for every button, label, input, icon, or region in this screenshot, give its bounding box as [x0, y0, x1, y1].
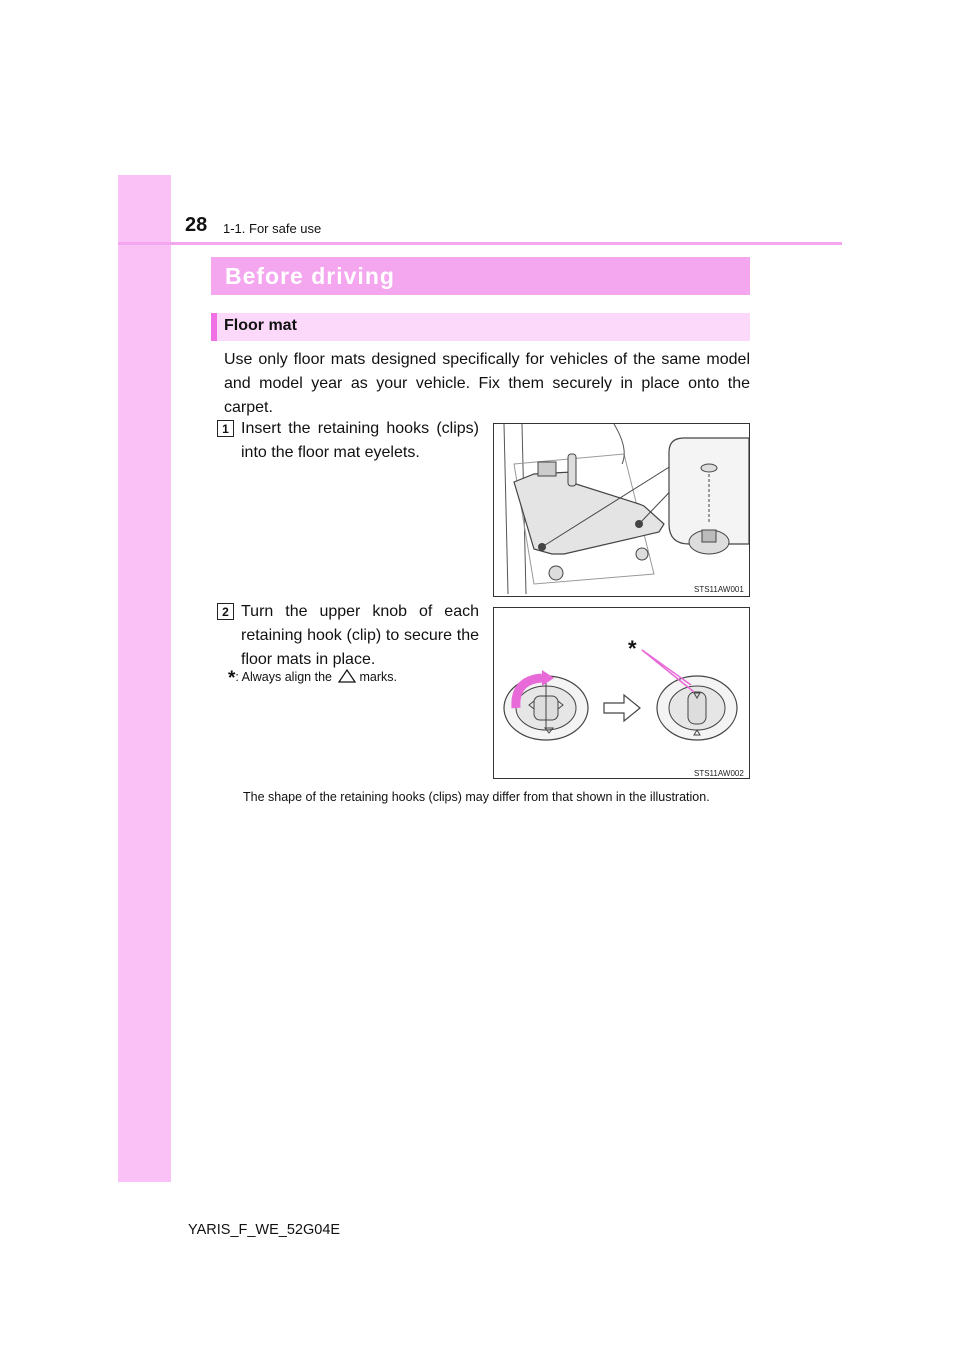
floor-mat-drawing	[494, 424, 749, 596]
title-bar	[211, 257, 750, 295]
header-rule	[118, 242, 842, 245]
subtitle-bar	[211, 313, 750, 341]
side-band	[118, 175, 171, 1182]
note	[228, 668, 397, 690]
illustration-marker: *	[628, 636, 637, 661]
step-1-number: 1	[217, 420, 234, 437]
note-text-before: : Always align the	[235, 670, 332, 684]
clip-drawing	[494, 608, 749, 778]
page-title: Before driving	[225, 263, 395, 289]
floor-mat-illustration	[493, 423, 750, 597]
page-number: 28	[185, 214, 208, 236]
document-footer: YARIS_F_WE_52G04E	[188, 1222, 341, 1238]
note-text-after: marks.	[359, 670, 397, 684]
step-1-text: Insert the retaining hooks (clips) into the floor mat eyelets.	[241, 420, 479, 461]
subtitle-accent	[211, 313, 217, 341]
intro-paragraph: Use only floor mats designed specifically for vehicles of the same model and model year as your vehicle. Fix them securely in place onto the carpet.	[224, 351, 750, 416]
note-star: *	[228, 668, 236, 689]
triangle-mark-icon	[338, 669, 356, 683]
illustration-code-1: STS11AW001	[694, 585, 744, 594]
clip-illustration	[493, 607, 750, 779]
section-heading: 1-1. For safe use	[223, 221, 322, 236]
step-2-number: 2	[217, 603, 234, 620]
step-2-text: Turn the upper knob of each retaining hook (clip) to secure the floor mats in place.	[241, 603, 479, 668]
illustration-footnote: The shape of the retaining hooks (clips) may differ from that shown in the illustration.	[243, 790, 710, 804]
illustration-code-2: STS11AW002	[694, 769, 744, 778]
subtitle: Floor mat	[224, 317, 297, 334]
